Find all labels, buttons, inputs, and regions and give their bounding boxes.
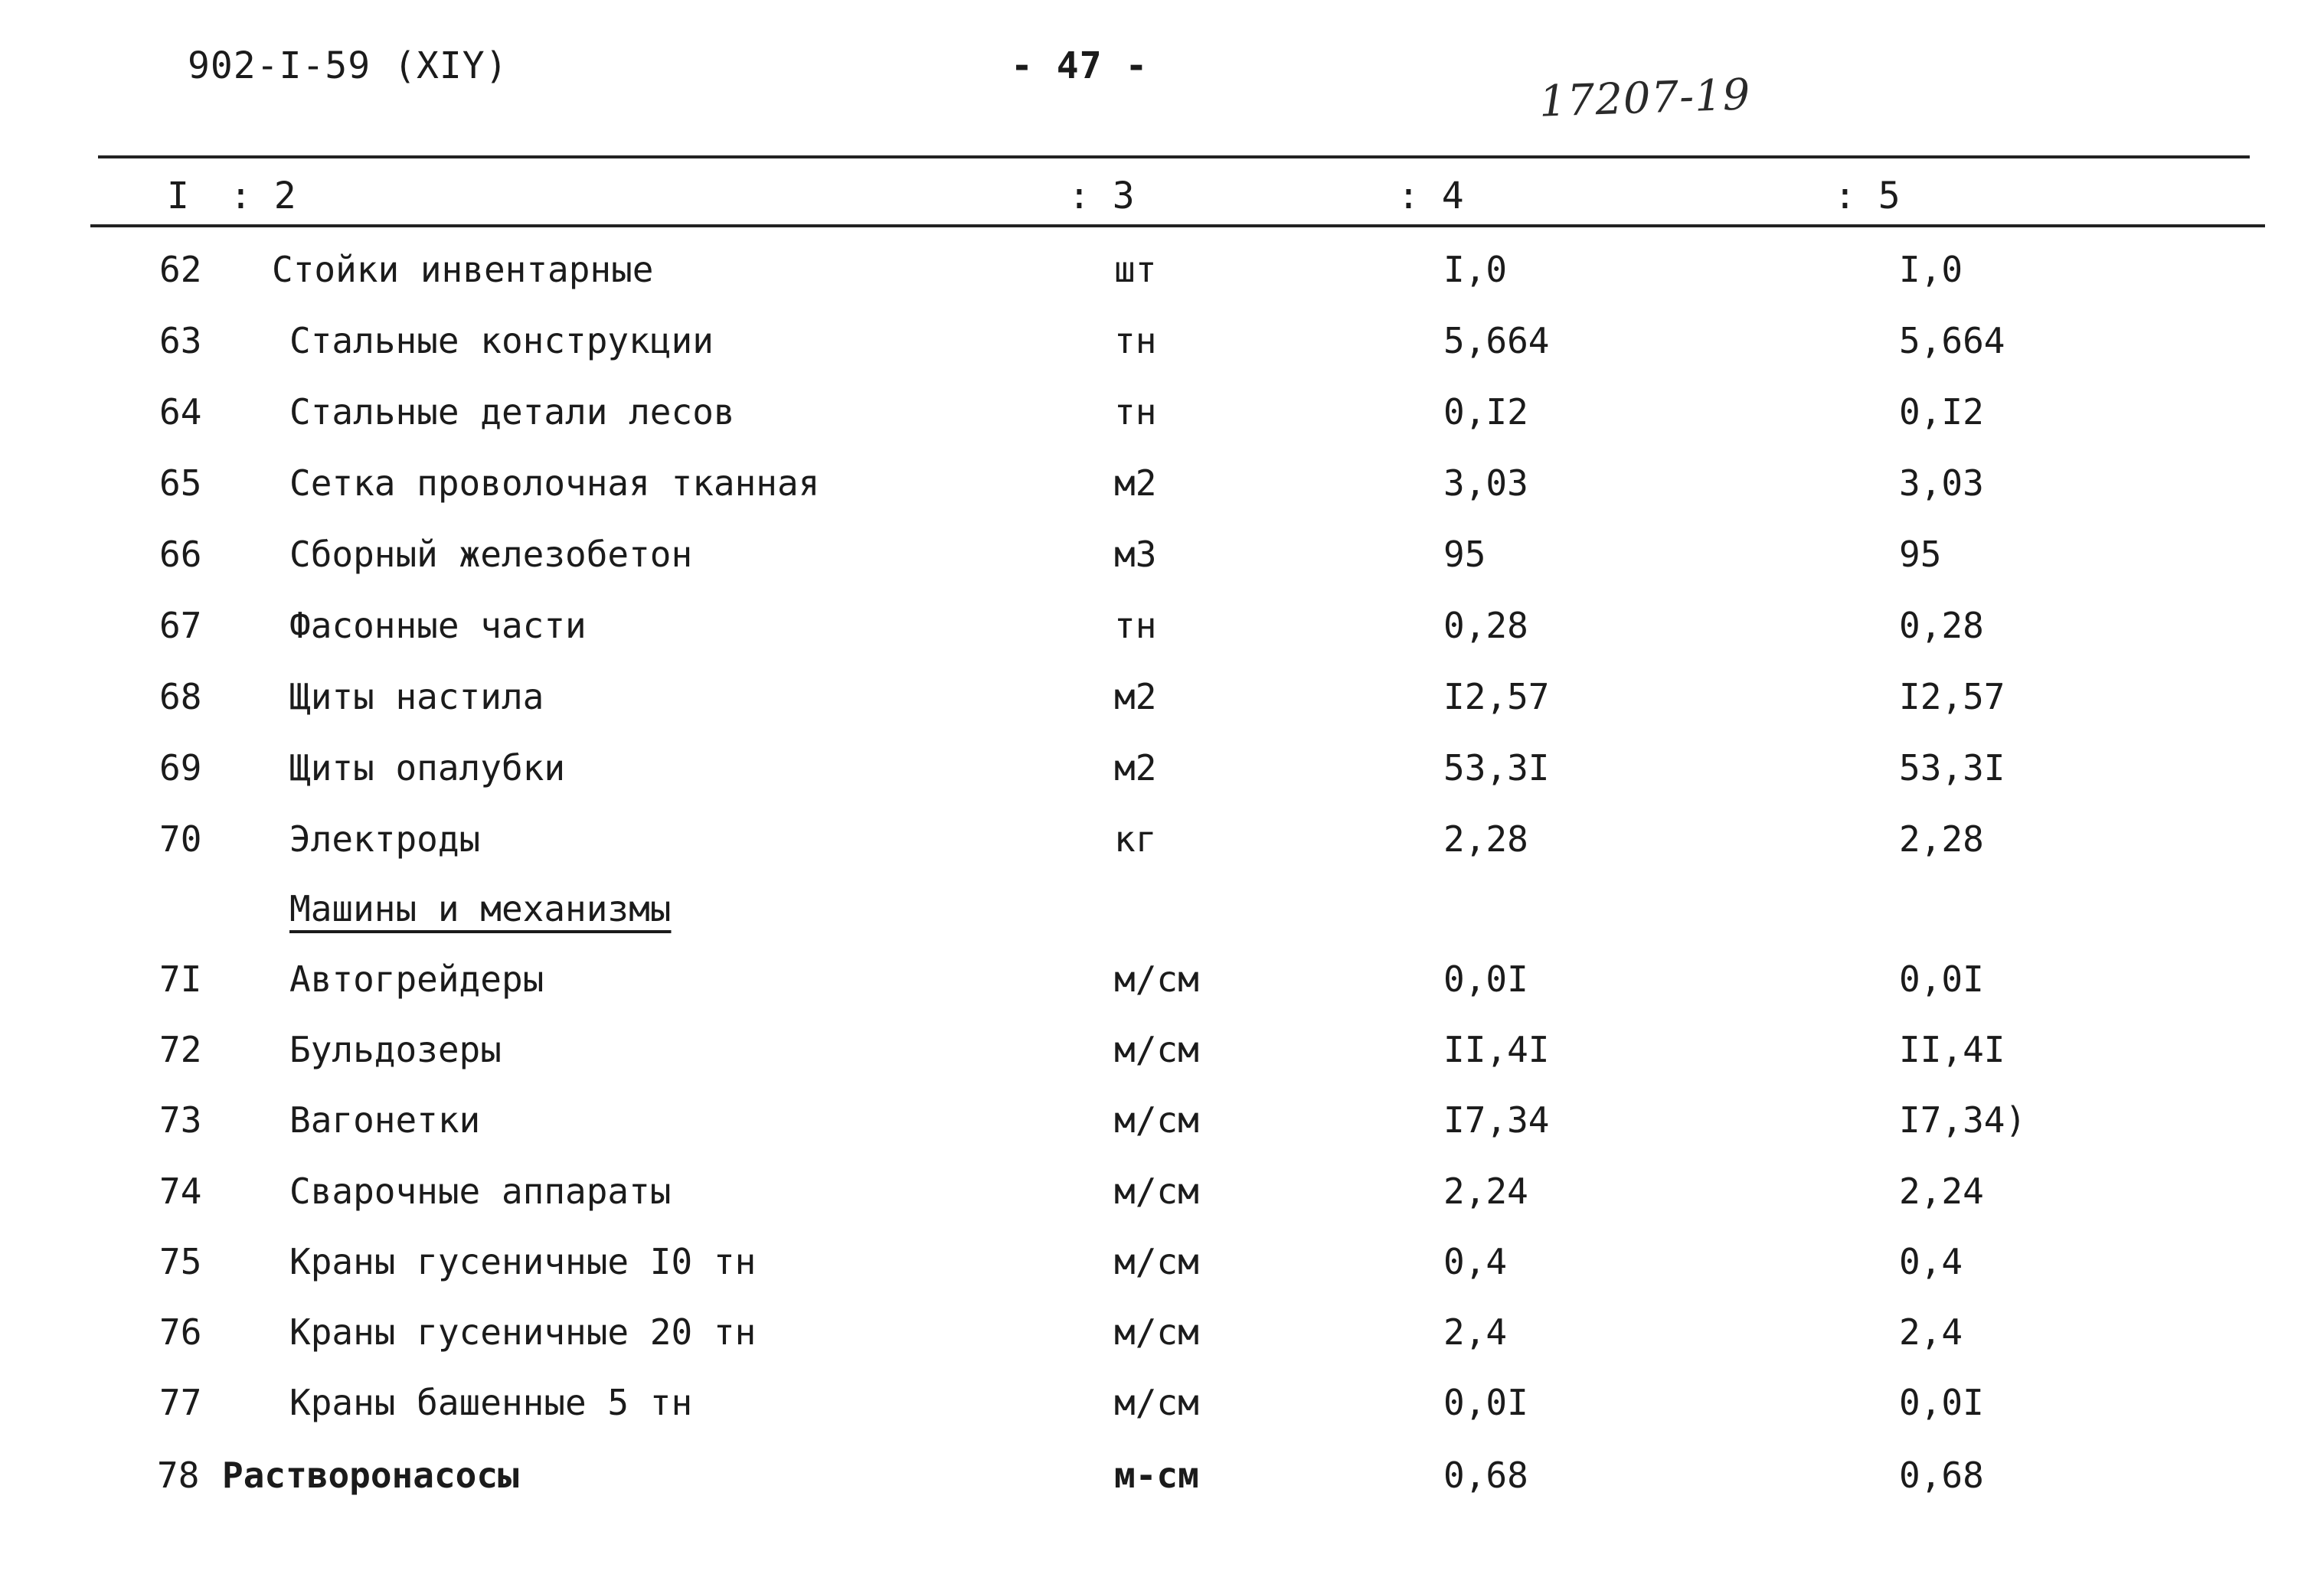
row-number: 76 (159, 1311, 202, 1353)
table-row (0, 320, 2324, 390)
table-row (0, 1171, 2324, 1241)
row-value-4: 3,03 (1443, 462, 1528, 504)
row-unit: м/см (1114, 958, 1199, 1000)
row-value-5: II,4I (1899, 1029, 2005, 1070)
table-row (0, 391, 2324, 462)
row-number: 62 (159, 249, 202, 290)
row-unit: тн (1114, 605, 1157, 646)
row-number: 78 (157, 1455, 200, 1496)
row-unit: м/см (1114, 1382, 1199, 1423)
row-value-5: I2,57 (1899, 676, 2005, 717)
row-number: 73 (159, 1099, 202, 1141)
table-row (0, 958, 2324, 1029)
column-header-2: : 2 (230, 175, 296, 217)
table-row (0, 1099, 2324, 1170)
row-name: Щиты настила (289, 676, 544, 717)
row-number: 77 (159, 1382, 202, 1423)
page-number: - 47 - (1011, 44, 1149, 87)
row-value-5: I7,34) (1899, 1099, 2027, 1141)
row-value-4: 0,0I (1443, 958, 1528, 1000)
row-unit: м/см (1114, 1171, 1199, 1212)
row-value-5: 0,4 (1899, 1241, 1963, 1282)
row-number: 67 (159, 605, 202, 646)
row-unit: тн (1114, 391, 1157, 433)
row-name: Фасонные части (289, 605, 587, 646)
row-value-4: 5,664 (1443, 320, 1550, 361)
table-row (0, 818, 2324, 889)
row-name: Краны гусеничные 20 тн (289, 1311, 757, 1353)
section-title: Машины и механизмы (289, 888, 672, 929)
row-unit: м-см (1114, 1455, 1199, 1496)
row-unit: м/см (1114, 1241, 1199, 1282)
column-header-4: : 4 (1397, 175, 1464, 217)
row-value-5: 2,4 (1899, 1311, 1963, 1353)
table-row (0, 676, 2324, 746)
table-header-rule (90, 224, 2265, 227)
handwritten-code: 17207-19 (1538, 70, 1752, 127)
row-unit: м/см (1114, 1099, 1199, 1141)
row-name: Автогрейдеры (289, 958, 544, 1000)
table-row (0, 462, 2324, 533)
row-unit: м2 (1114, 676, 1157, 717)
row-value-5: 95 (1899, 534, 1942, 575)
row-value-4: I7,34 (1443, 1099, 1550, 1141)
row-value-4: 0,28 (1443, 605, 1528, 646)
row-unit: м/см (1114, 1311, 1199, 1353)
row-name: Стальные детали лесов (289, 391, 735, 433)
row-value-4: 2,28 (1443, 818, 1528, 860)
row-unit: шт (1114, 249, 1157, 290)
row-number: 69 (159, 747, 202, 789)
row-unit: тн (1114, 320, 1157, 361)
row-value-5: 2,24 (1899, 1171, 1984, 1212)
table-row (0, 1455, 2324, 1525)
row-name: Растворонасосы (222, 1455, 519, 1496)
row-name: Краны башенные 5 тн (289, 1382, 693, 1423)
row-value-4: 0,0I (1443, 1382, 1528, 1423)
row-number: 75 (159, 1241, 202, 1282)
row-value-5: 0,0I (1899, 1382, 1984, 1423)
column-header-1: I (167, 175, 189, 217)
document-code: 902-I-59 (XIY) (188, 44, 508, 87)
row-value-5: 0,0I (1899, 958, 1984, 1000)
table-row (0, 1311, 2324, 1382)
column-header-5: : 5 (1834, 175, 1901, 217)
row-number: 68 (159, 676, 202, 717)
row-name: Электроды (289, 818, 481, 860)
row-value-5: 2,28 (1899, 818, 1984, 860)
row-number: 64 (159, 391, 202, 433)
table-row (0, 605, 2324, 675)
row-number: 70 (159, 818, 202, 860)
table-row (0, 249, 2324, 319)
table-row (0, 534, 2324, 604)
row-value-5: 0,68 (1899, 1455, 1984, 1496)
row-value-5: 53,3I (1899, 747, 2005, 789)
row-name: Сетка проволочная тканная (289, 462, 820, 504)
row-name: Сварочные аппараты (289, 1171, 672, 1212)
row-name: Бульдозеры (289, 1029, 502, 1070)
row-name: Стальные конструкции (289, 320, 714, 361)
row-value-4: I,0 (1443, 249, 1508, 290)
row-name: Вагонетки (289, 1099, 481, 1141)
row-number: 66 (159, 534, 202, 575)
row-value-4: 95 (1443, 534, 1486, 575)
row-value-4: 2,4 (1443, 1311, 1508, 1353)
row-name: Сборный железобетон (289, 534, 693, 575)
row-value-4: 0,68 (1443, 1455, 1528, 1496)
row-value-4: 0,4 (1443, 1241, 1508, 1282)
row-name: Щиты опалубки (289, 747, 566, 789)
row-unit: м3 (1114, 534, 1157, 575)
row-value-5: 3,03 (1899, 462, 1984, 504)
row-number: 72 (159, 1029, 202, 1070)
table-row (0, 1382, 2324, 1452)
table-top-rule (98, 155, 2250, 158)
row-value-5: 0,28 (1899, 605, 1984, 646)
row-value-4: I2,57 (1443, 676, 1550, 717)
table-row (0, 1029, 2324, 1099)
row-value-4: 0,I2 (1443, 391, 1528, 433)
row-unit: м2 (1114, 462, 1157, 504)
row-number: 65 (159, 462, 202, 504)
table-row (0, 1241, 2324, 1311)
row-value-4: 2,24 (1443, 1171, 1528, 1212)
row-value-5: 0,I2 (1899, 391, 1984, 433)
row-value-5: 5,664 (1899, 320, 2005, 361)
row-number: 74 (159, 1171, 202, 1212)
row-name: Краны гусеничные I0 тн (289, 1241, 757, 1282)
row-value-4: II,4I (1443, 1029, 1550, 1070)
row-unit: м/см (1114, 1029, 1199, 1070)
row-name: Стойки инвентарные (272, 249, 654, 290)
table-row (0, 747, 2324, 818)
row-unit: кг (1114, 818, 1157, 860)
row-unit: м2 (1114, 747, 1157, 789)
row-number: 63 (159, 320, 202, 361)
column-header-3: : 3 (1068, 175, 1135, 217)
row-value-5: I,0 (1899, 249, 1963, 290)
row-value-4: 53,3I (1443, 747, 1550, 789)
row-number: 7I (159, 958, 202, 1000)
